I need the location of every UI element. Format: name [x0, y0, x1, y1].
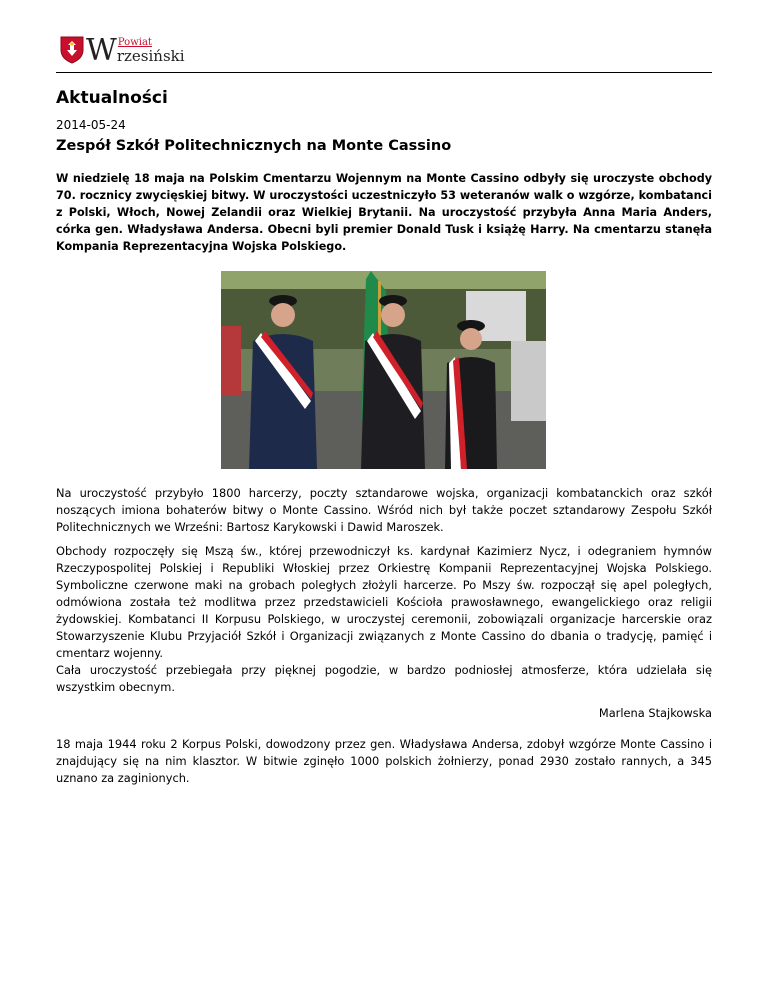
page: [56, 0, 712, 785]
article-paragraph: Na uroczystość przybyło 1800 harcerzy, poczty sztandarowe wojska, organizacji kombatanckich oraz szkół noszących imiona bohaterów bitwy o Monte Cassino. Wśród nich był także poczet sztandarowy Zespołu Szkół Politechnicznych we Wrześni: Bartosz Karykowski i Dawid Maroszek.: [56, 486, 712, 534]
article-paragraph: Obchody rozpoczęły się Mszą św., której przewodniczył ks. kardynał Kazimierz Nycz, i odegraniem hymnów Rzeczypospolitej Polskiej i Republiki Włoskiej przez Orkiestrę Kompanii Reprezentacyjnej Wojska Polskiego. Symboliczne czerwone maki na grobach poległych złożyli harcerze. Po Mszy św. rozpoczął się apel poległych, odmówiona została też modlitwa przez przedstawicieli Kościoła prawosławnego, ewangelickiego oraz religii żydowskiej. Kombatanci II Korpusu Polskiego, w uroczystej ceremonii, zobowiązali organizacje harcerskie oraz Stowarzyszenie Klubu Przyjaciół Szkół i Organizacji związanych z Monte Cassino do dbania o tradycję, pamięć i cmentarz wojenny.: [56, 544, 712, 660]
article-lead: W niedzielę 18 maja na Polskim Cmentarzu Wojennym na Monte Cassino odbyły się uroczyste obchody 70. rocznicy zwycięskiej bitwy. W uroczystości uczestniczyło 53 weteranów walk o wzgórze, kombatanci z Polski, Włoch, Nowej Zelandii oraz Wielkiej Brytanii. Na uroczystość przybyła Anna Maria Anders, córka gen. Władysława Andersa. Obecni byli premier Donald Tusk i książę Harry. Na cmentarzu stanęła Kompania Reprezentacyjna Wojska Polskiego.: [56, 172, 712, 253]
article-photo: [221, 271, 546, 469]
article-author: Marlena Stajkowska: [598, 706, 712, 720]
article-paragraph: 18 maja 1944 roku 2 Korpus Polski, dowodzony przez gen. Władysława Andersa, zdobył wzgórze Monte Cassino i znajdujący się na nim klasztor. W bitwie zginęło 1000 polskich żołnierzy, ponad 2930 zostało rannych, a 345 uznano za zaginionych.: [56, 737, 712, 785]
logo-top-text: Powiat: [117, 37, 152, 48]
logo-text: [117, 37, 185, 64]
article-paragraph: Cała uroczystość przebiegała przy pięknej pogodzie, w bardzo podniosłej atmosferze, która udzielała się wszystkim obecnym.: [56, 663, 712, 694]
logo-bottom-text: rzesiński: [116, 47, 185, 65]
article-title: Zespół Szkół Politechnicznych na Monte Cassino: [56, 138, 452, 154]
header: [56, 0, 712, 73]
photo-illustration: [221, 271, 546, 469]
section-title: Aktualności: [56, 88, 168, 108]
site-logo[interactable]: [60, 33, 185, 68]
coat-of-arms-icon: [60, 36, 84, 64]
article-date: 2014-05-24: [56, 118, 126, 132]
logo-letter: W: [86, 33, 117, 68]
